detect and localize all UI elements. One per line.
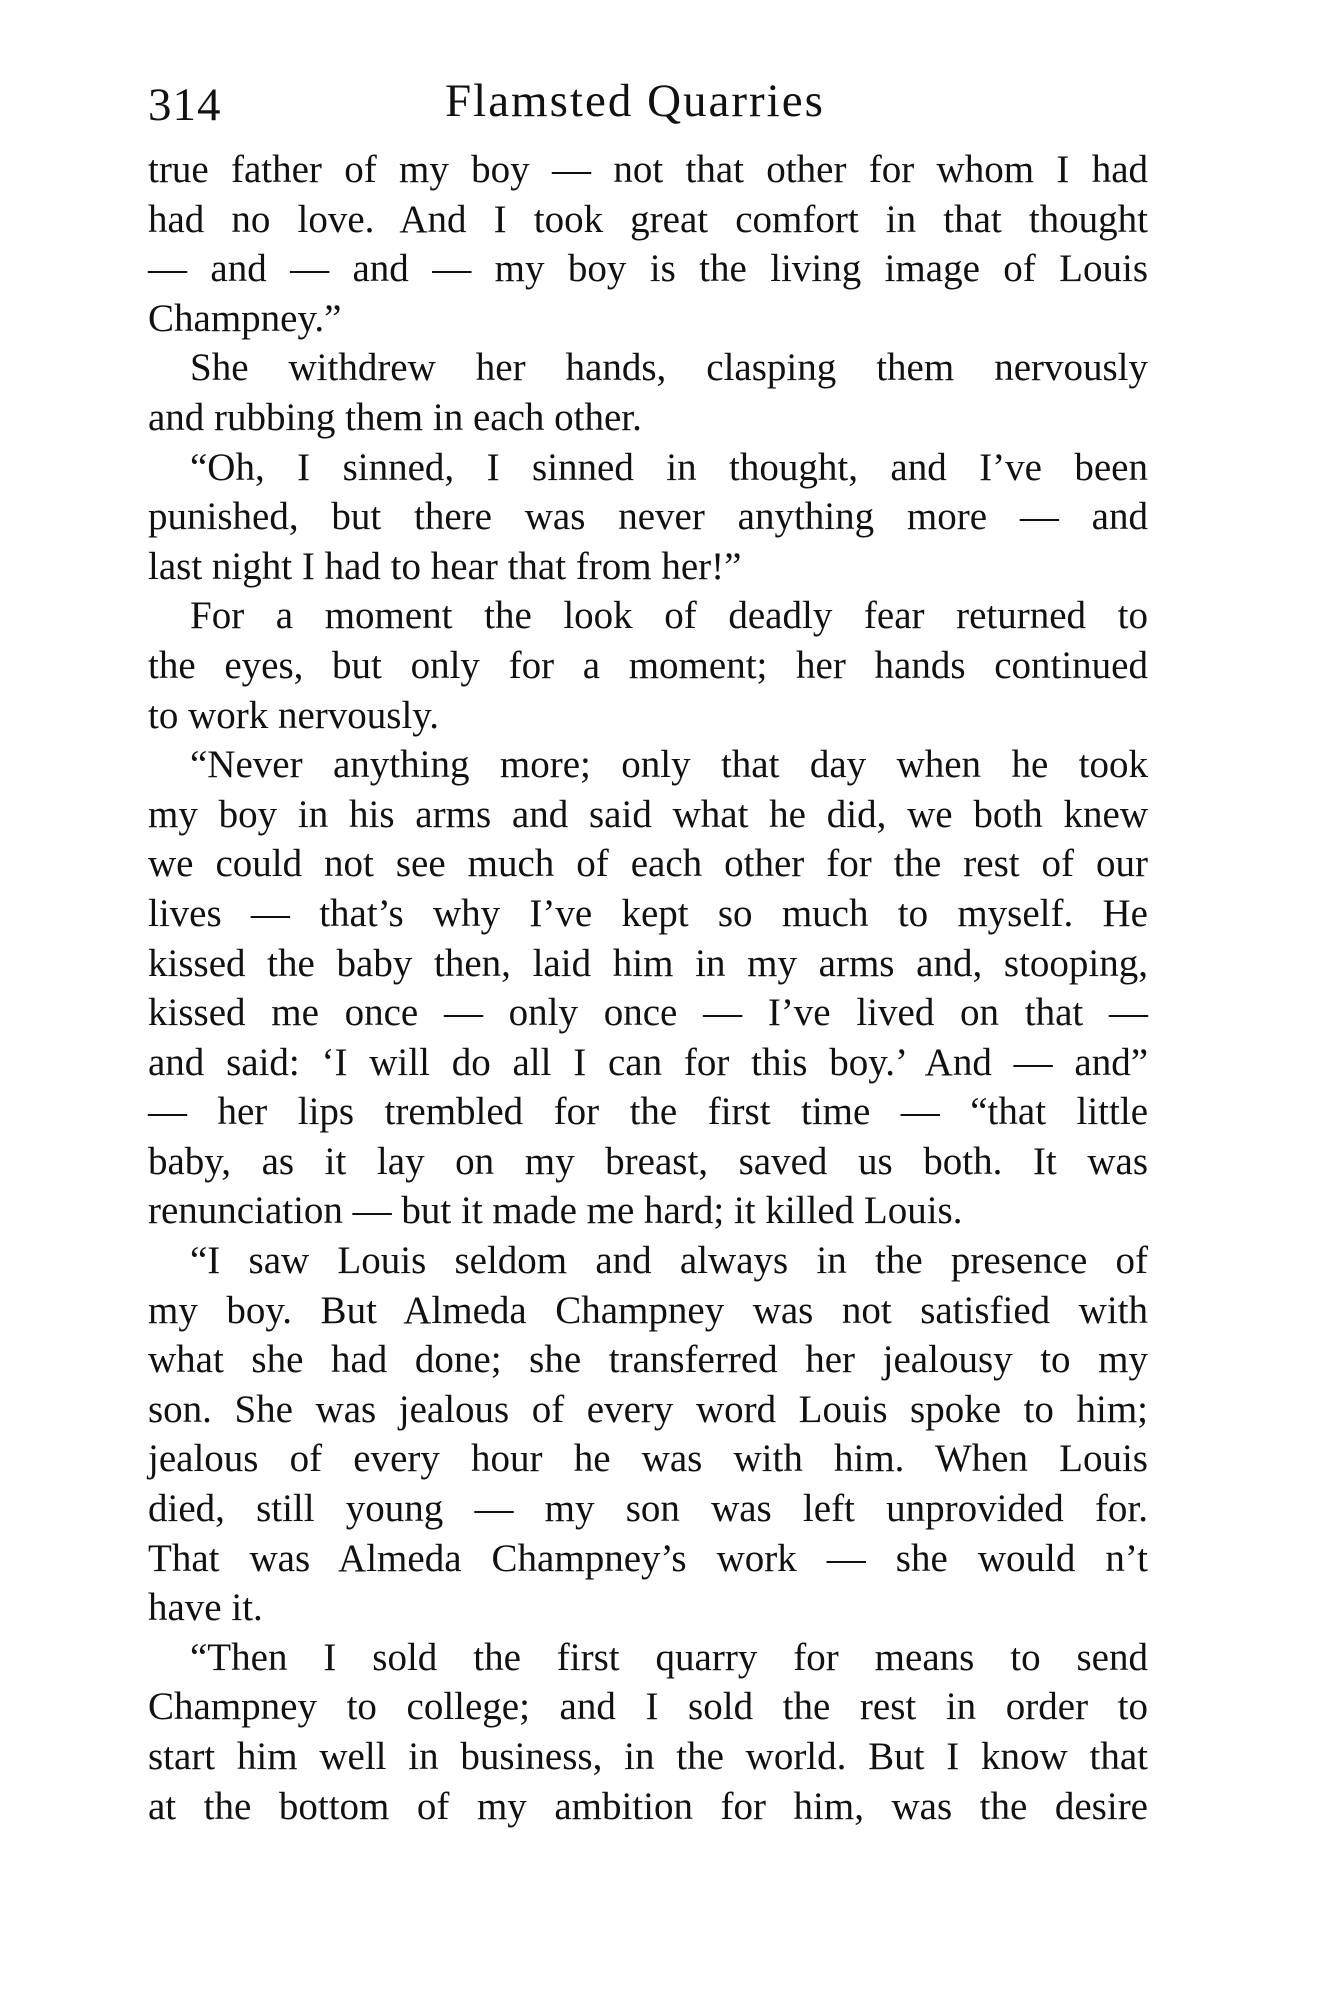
running-head	[148, 60, 1148, 142]
text-line: at the bottom of my ambition for him, was the desire	[148, 1784, 1148, 1828]
text-line: Champney.”	[148, 296, 342, 340]
body-text	[148, 145, 1148, 1831]
page-number: 314	[148, 79, 222, 131]
text-line: For a moment the look of deadly fear returned to	[190, 594, 1148, 638]
text-line: lives — that’s why I’ve kept so much to myself. He	[148, 891, 1148, 935]
book-page	[148, 60, 1148, 1831]
text-line: true father of my boy — not that other for whom I had	[148, 148, 1148, 191]
text-line: punished, but there was never anything more — and	[148, 495, 1148, 539]
text-line: last night I had to hear that from her!”	[148, 544, 742, 588]
text-line: to work nervously.	[148, 693, 440, 737]
book-title: Flamsted Quarries	[445, 75, 825, 127]
text-line: and rubbing them in each other.	[148, 395, 642, 439]
text-line: “Never anything more; only that day when he took	[190, 743, 1148, 787]
text-line: my boy in his arms and said what he did, we both knew	[148, 792, 1148, 836]
text-line: “I saw Louis seldom and always in the presence of	[190, 1239, 1148, 1283]
text-line: had no love. And I took great comfort in that thought	[148, 197, 1148, 241]
text-line: That was Almeda Champney’s work — she would n’t	[148, 1536, 1148, 1580]
text-line: She withdrew her hands, clasping them nervously	[190, 346, 1148, 390]
text-line: — and — and — my boy is the living image of Louis	[148, 247, 1148, 291]
text-line: “Then I sold the first quarry for means to send	[190, 1635, 1148, 1679]
text-line: we could not see much of each other for the rest of our	[148, 842, 1148, 886]
text-line: start him well in business, in the world. But I know that	[148, 1735, 1148, 1778]
text-line: baby, as it lay on my breast, saved us both. It was	[148, 1139, 1148, 1183]
text-line: renunciation — but it made me hard; it killed Louis.	[148, 1189, 963, 1233]
text-line: the eyes, but only for a moment; her hands continued	[148, 643, 1148, 687]
text-line: my boy. But Almeda Champney was not satisfied with	[148, 1288, 1148, 1332]
text-line: “Oh, I sinned, I sinned in thought, and I’ve been	[190, 445, 1148, 489]
text-line: kissed the baby then, laid him in my arms and, stooping,	[148, 941, 1148, 985]
text-line: son. She was jealous of every word Louis spoke to him;	[148, 1387, 1148, 1431]
text-line: kissed me once — only once — I’ve lived on that —	[148, 991, 1148, 1035]
text-line: — her lips trembled for the first time — “that little	[148, 1090, 1148, 1134]
text-line: and said: ‘I will do all I can for this boy.’ And — and”	[148, 1040, 1148, 1084]
text-line: have it.	[148, 1586, 263, 1630]
text-line: Champney to college; and I sold the rest in order to	[148, 1685, 1148, 1729]
text-line: jealous of every hour he was with him. When Louis	[148, 1437, 1148, 1481]
text-line: what she had done; she transferred her jealousy to my	[148, 1338, 1148, 1382]
text-line: died, still young — my son was left unprovided for.	[148, 1487, 1148, 1531]
